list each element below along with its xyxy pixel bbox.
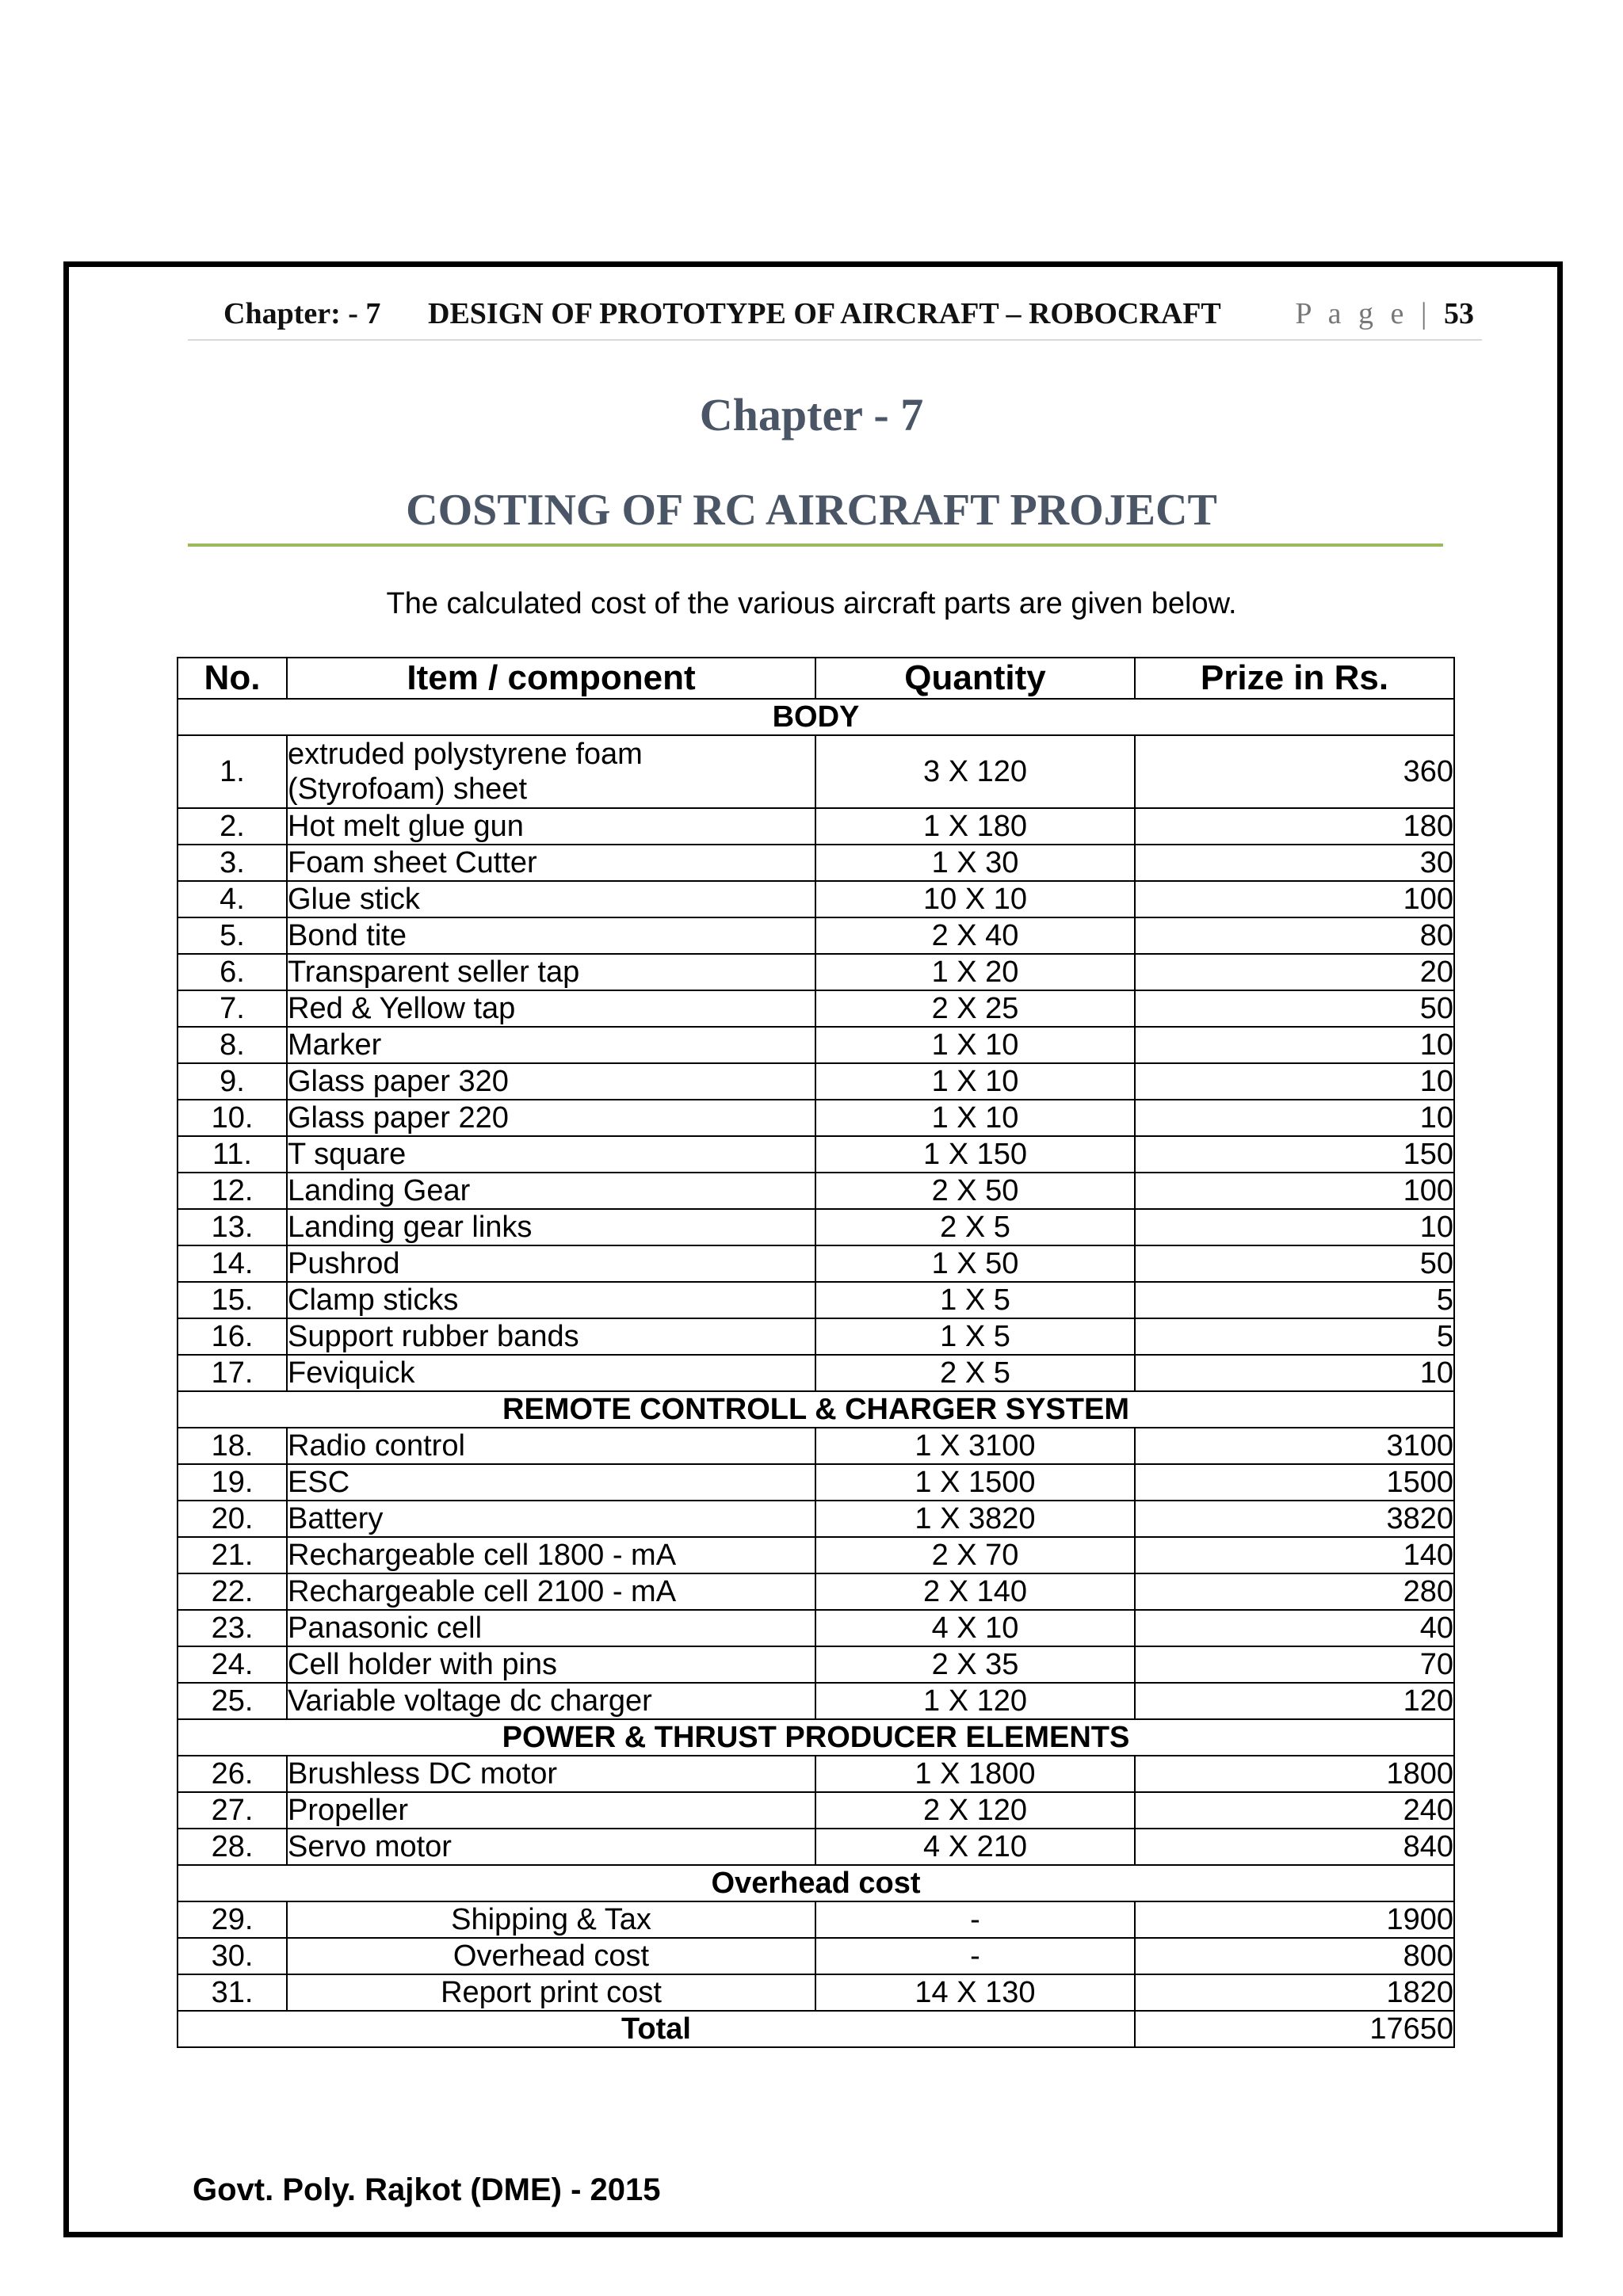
row-quantity: 1 X 3100: [815, 1428, 1135, 1464]
row-number: 29.: [178, 1901, 287, 1938]
table-body: [178, 699, 1454, 2047]
row-number: 11.: [178, 1136, 287, 1173]
column-header-price: Prize in Rs.: [1135, 658, 1454, 699]
row-quantity: -: [815, 1901, 1135, 1938]
row-item: T square: [287, 1136, 815, 1173]
row-item: Shipping & Tax: [287, 1901, 815, 1938]
row-item: Transparent seller tap: [287, 954, 815, 990]
row-number: 7.: [178, 990, 287, 1027]
row-item-line: extruded polystyrene foam: [288, 738, 643, 771]
title-divider: [188, 543, 1443, 547]
row-item: Servo motor: [287, 1829, 815, 1865]
row-item: Rechargeable cell 2100 - mA: [287, 1573, 815, 1610]
row-item: Hot melt glue gun: [287, 808, 815, 845]
table-row: [178, 1573, 1454, 1610]
row-quantity: 1 X 20: [815, 954, 1135, 990]
row-item: Radio control: [287, 1428, 815, 1464]
page-number: 53: [1444, 297, 1474, 330]
table-row: [178, 1100, 1454, 1136]
row-number: 13.: [178, 1209, 287, 1245]
page-footer: Govt. Poly. Rajkot (DME) - 2015: [193, 2172, 661, 2207]
row-quantity: 1 X 50: [815, 1245, 1135, 1282]
row-quantity: 2 X 50: [815, 1173, 1135, 1209]
table-row: [178, 1027, 1454, 1063]
table-row: [178, 1683, 1454, 1719]
section-title-body: BODY: [178, 699, 1454, 735]
row-number: 16.: [178, 1318, 287, 1355]
row-price: 1800: [1135, 1756, 1454, 1792]
row-number: 1.: [178, 735, 287, 808]
page-label: P a g e |: [1295, 297, 1432, 330]
row-item: Marker: [287, 1027, 815, 1063]
row-item: Bond tite: [287, 917, 815, 954]
row-number: 4.: [178, 881, 287, 917]
table-row: [178, 735, 1454, 808]
row-number: 2.: [178, 808, 287, 845]
table-row: [178, 1501, 1454, 1537]
row-item: Propeller: [287, 1792, 815, 1829]
header-page: [1295, 296, 1474, 331]
page-title: COSTING OF RC AIRCRAFT PROJECT: [406, 486, 1217, 535]
table-row: [178, 1209, 1454, 1245]
row-item: Glass paper 220: [287, 1100, 815, 1136]
table-row: [178, 1136, 1454, 1173]
row-quantity: 1 X 1800: [815, 1756, 1135, 1792]
row-price: 80: [1135, 917, 1454, 954]
row-quantity: 2 X 35: [815, 1646, 1135, 1683]
table-row: [178, 1245, 1454, 1282]
row-item: ESC: [287, 1464, 815, 1501]
row-quantity: 1 X 10: [815, 1027, 1135, 1063]
running-header: [123, 292, 1482, 339]
row-item: Report print cost: [287, 1974, 815, 2011]
row-number: 5.: [178, 917, 287, 954]
table-row: [178, 1829, 1454, 1865]
row-number: 31.: [178, 1974, 287, 2011]
row-number: 19.: [178, 1464, 287, 1501]
row-price: 1820: [1135, 1974, 1454, 2011]
row-price: 180: [1135, 808, 1454, 845]
column-header-quantity: Quantity: [815, 658, 1135, 699]
table-row: [178, 917, 1454, 954]
header-chapter: Chapter: - 7: [223, 297, 381, 330]
row-price: 120: [1135, 1683, 1454, 1719]
table-row: [178, 990, 1454, 1027]
row-item: Overhead cost: [287, 1938, 815, 1974]
total-label: Total: [178, 2011, 1135, 2047]
total-row: [178, 2011, 1454, 2047]
row-number: 3.: [178, 845, 287, 881]
row-item: Brushless DC motor: [287, 1756, 815, 1792]
row-price: 100: [1135, 881, 1454, 917]
cost-table: [177, 657, 1455, 2048]
table-row: [178, 1282, 1454, 1318]
column-header-no: No.: [178, 658, 287, 699]
table-row: [178, 1318, 1454, 1355]
row-quantity: 2 X 140: [815, 1573, 1135, 1610]
row-item: Glass paper 320: [287, 1063, 815, 1100]
row-item: Feviquick: [287, 1355, 815, 1391]
row-price: 10: [1135, 1355, 1454, 1391]
row-item: Landing gear links: [287, 1209, 815, 1245]
row-item: Rechargeable cell 1800 - mA: [287, 1537, 815, 1573]
row-item: Variable voltage dc charger: [287, 1683, 815, 1719]
row-price: 30: [1135, 845, 1454, 881]
row-item: Battery: [287, 1501, 815, 1537]
table-row: [178, 1974, 1454, 2011]
total-value: 17650: [1135, 2011, 1454, 2047]
row-number: 20.: [178, 1501, 287, 1537]
table-header-row: [178, 658, 1454, 699]
row-price: 5: [1135, 1318, 1454, 1355]
row-quantity: 1 X 10: [815, 1063, 1135, 1100]
row-number: 14.: [178, 1245, 287, 1282]
row-number: 28.: [178, 1829, 287, 1865]
table-row: [178, 808, 1454, 845]
row-price: 50: [1135, 1245, 1454, 1282]
row-number: 12.: [178, 1173, 287, 1209]
row-number: 6.: [178, 954, 287, 990]
row-number: 24.: [178, 1646, 287, 1683]
table-row: [178, 1173, 1454, 1209]
row-number: 17.: [178, 1355, 287, 1391]
row-price: 800: [1135, 1938, 1454, 1974]
row-item: Panasonic cell: [287, 1610, 815, 1646]
header-title: DESIGN OF PROTOTYPE OF AIRCRAFT – ROBOCRAFT: [428, 297, 1221, 330]
row-quantity: 1 X 120: [815, 1683, 1135, 1719]
row-number: 23.: [178, 1610, 287, 1646]
table-row: [178, 1938, 1454, 1974]
row-quantity: 10 X 10: [815, 881, 1135, 917]
row-price: 3100: [1135, 1428, 1454, 1464]
row-price: 1900: [1135, 1901, 1454, 1938]
table-row: [178, 881, 1454, 917]
section-title-remote: REMOTE CONTROLL & CHARGER SYSTEM: [178, 1391, 1454, 1428]
row-quantity: 1 X 5: [815, 1318, 1135, 1355]
row-price: 20: [1135, 954, 1454, 990]
row-quantity: 2 X 5: [815, 1355, 1135, 1391]
row-number: 26.: [178, 1756, 287, 1792]
row-price: 40: [1135, 1610, 1454, 1646]
row-price: 240: [1135, 1792, 1454, 1829]
row-price: 280: [1135, 1573, 1454, 1610]
row-quantity: 1 X 180: [815, 808, 1135, 845]
row-quantity: 14 X 130: [815, 1974, 1135, 2011]
row-price: 10: [1135, 1100, 1454, 1136]
row-price: 10: [1135, 1063, 1454, 1100]
row-number: 27.: [178, 1792, 287, 1829]
row-quantity: 1 X 3820: [815, 1501, 1135, 1537]
row-number: 10.: [178, 1100, 287, 1136]
row-quantity: 2 X 40: [815, 917, 1135, 954]
row-number: 9.: [178, 1063, 287, 1100]
table-row: [178, 1355, 1454, 1391]
section-row: [178, 1865, 1454, 1901]
row-quantity: 2 X 120: [815, 1792, 1135, 1829]
row-item: Pushrod: [287, 1245, 815, 1282]
table-row: [178, 1610, 1454, 1646]
row-quantity: 4 X 210: [815, 1829, 1135, 1865]
row-price: 10: [1135, 1209, 1454, 1245]
table-row: [178, 1646, 1454, 1683]
row-quantity: 1 X 30: [815, 845, 1135, 881]
row-item: Cell holder with pins: [287, 1646, 815, 1683]
row-number: 30.: [178, 1938, 287, 1974]
row-item: Landing Gear: [287, 1173, 815, 1209]
table-row: [178, 1756, 1454, 1792]
header-divider: [188, 339, 1482, 341]
row-number: 8.: [178, 1027, 287, 1063]
row-price: 50: [1135, 990, 1454, 1027]
table-row: [178, 1792, 1454, 1829]
column-header-item: Item / component: [287, 658, 815, 699]
table-row: [178, 1464, 1454, 1501]
row-price: 150: [1135, 1136, 1454, 1173]
chapter-heading: Chapter - 7: [699, 389, 924, 441]
row-price: 140: [1135, 1537, 1454, 1573]
row-number: 22.: [178, 1573, 287, 1610]
table-row: [178, 1428, 1454, 1464]
row-item: Support rubber bands: [287, 1318, 815, 1355]
row-price: 840: [1135, 1829, 1454, 1865]
section-row: [178, 699, 1454, 735]
row-item: [287, 735, 815, 808]
row-quantity: 1 X 5: [815, 1282, 1135, 1318]
table-row: [178, 954, 1454, 990]
row-price: 10: [1135, 1027, 1454, 1063]
row-price: 360: [1135, 735, 1454, 808]
row-quantity: 2 X 70: [815, 1537, 1135, 1573]
row-price: 1500: [1135, 1464, 1454, 1501]
row-price: 3820: [1135, 1501, 1454, 1537]
row-number: 18.: [178, 1428, 287, 1464]
table-row: [178, 1537, 1454, 1573]
row-price: 5: [1135, 1282, 1454, 1318]
row-item: Red & Yellow tap: [287, 990, 815, 1027]
row-quantity: 2 X 5: [815, 1209, 1135, 1245]
table-row: [178, 1901, 1454, 1938]
table-row: [178, 1063, 1454, 1100]
section-title-overhead: Overhead cost: [178, 1865, 1454, 1901]
row-quantity: 1 X 10: [815, 1100, 1135, 1136]
row-item-line: (Styrofoam) sheet: [288, 772, 527, 806]
row-quantity: 3 X 120: [815, 735, 1135, 808]
intro-text: The calculated cost of the various aircraft parts are given below.: [386, 587, 1237, 620]
row-quantity: 1 X 1500: [815, 1464, 1135, 1501]
row-item: Foam sheet Cutter: [287, 845, 815, 881]
row-quantity: 4 X 10: [815, 1610, 1135, 1646]
row-item: Glue stick: [287, 881, 815, 917]
section-title-power: POWER & THRUST PRODUCER ELEMENTS: [178, 1719, 1454, 1756]
row-price: 100: [1135, 1173, 1454, 1209]
row-quantity: 1 X 150: [815, 1136, 1135, 1173]
row-quantity: 2 X 25: [815, 990, 1135, 1027]
section-row: [178, 1719, 1454, 1756]
row-item: Clamp sticks: [287, 1282, 815, 1318]
row-number: 21.: [178, 1537, 287, 1573]
row-quantity: -: [815, 1938, 1135, 1974]
row-number: 15.: [178, 1282, 287, 1318]
table-row: [178, 845, 1454, 881]
section-row: [178, 1391, 1454, 1428]
row-price: 70: [1135, 1646, 1454, 1683]
row-number: 25.: [178, 1683, 287, 1719]
